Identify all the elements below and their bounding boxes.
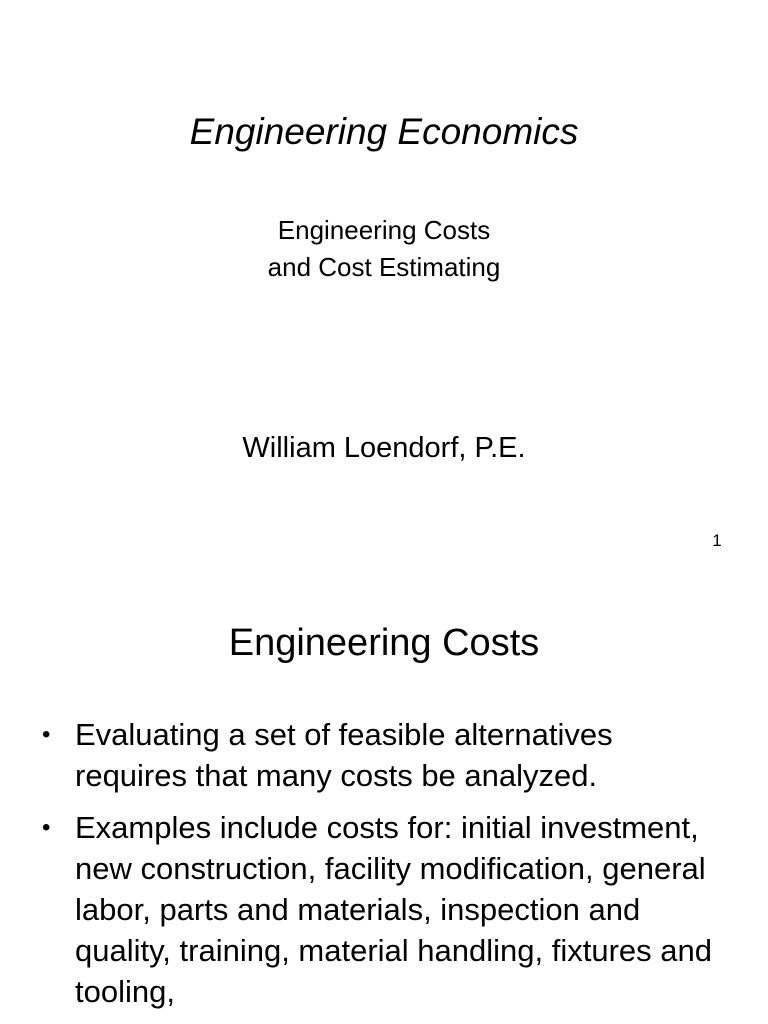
slide-title: Engineering Costs: [228, 622, 540, 664]
bullet-text: Examples include costs for: initial investment, new construction, facility modification, general labor, parts and materials, inspection and quality, training, material handling, fixtures and tooling,: [75, 810, 712, 1009]
subtitle-line-2: and Cost Estimating: [267, 252, 501, 282]
bullet-item: [42, 807, 722, 1012]
presentation-subtitle: [0, 212, 768, 286]
page-number: 1: [712, 531, 722, 550]
presentation-title: Engineering Economics: [189, 111, 579, 152]
bullet-icon: •: [42, 721, 51, 748]
bullet-icon: •: [42, 814, 51, 841]
subtitle-line-1: Engineering Costs: [277, 215, 491, 245]
author-name: William Loendorf, P.E.: [242, 432, 526, 464]
bullet-item: [42, 714, 722, 796]
bullet-list: [42, 714, 722, 1023]
bullet-text: Evaluating a set of feasible alternatives requires that many costs be analyzed.: [75, 717, 613, 793]
content-slide: [0, 576, 768, 1024]
